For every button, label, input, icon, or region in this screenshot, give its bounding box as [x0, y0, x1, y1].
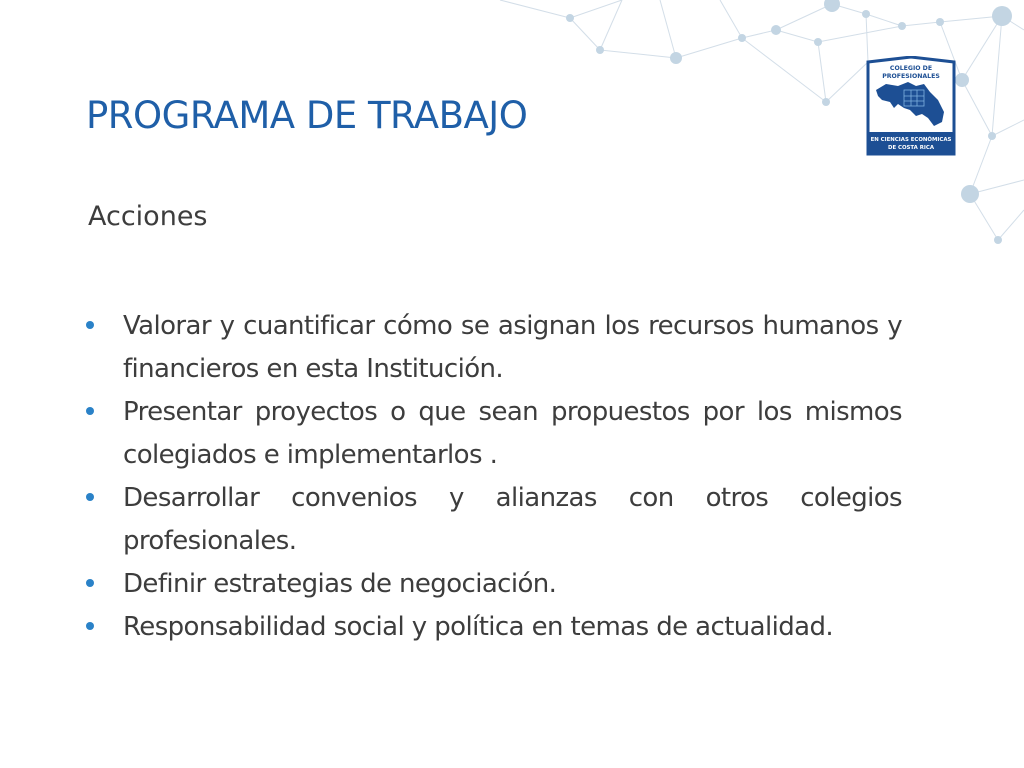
list-item: [86, 563, 902, 606]
list-item-text: Desarrollar convenios y alianzas con otros colegios profesionales.: [123, 483, 902, 556]
bullet-icon: [86, 493, 94, 501]
bullet-icon: [86, 321, 94, 329]
logo-top-text-2: PROFESIONALES: [882, 73, 940, 80]
list-item: [86, 477, 902, 563]
logo-top-text-1: COLEGIO DE: [889, 65, 933, 72]
bullet-icon: [86, 407, 94, 415]
list-item: [86, 606, 902, 649]
list-item: [86, 391, 902, 477]
list-item-text: Valorar y cuantificar cómo se asignan los recursos humanos y financieros en esta Institución.: [123, 311, 902, 384]
college-logo: [864, 56, 958, 160]
page-title: PROGRAMA DE TRABAJO: [86, 94, 528, 137]
logo-bottom-text-2: DE COSTA RICA: [887, 145, 935, 151]
list-item: [86, 305, 902, 391]
action-list: [86, 305, 902, 649]
bullet-icon: [86, 622, 94, 630]
list-item-text: Responsabilidad social y política en temas de actualidad.: [123, 612, 834, 642]
logo-bottom-text-1: EN CIENCIAS ECONÓMICAS: [870, 137, 952, 143]
section-subtitle: Acciones: [88, 201, 208, 232]
bullet-icon: [86, 579, 94, 587]
list-item-text: Presentar proyectos o que sean propuestos por los mismos colegiados e implementarlos .: [123, 397, 902, 470]
list-item-text: Definir estrategias de negociación.: [123, 569, 557, 599]
